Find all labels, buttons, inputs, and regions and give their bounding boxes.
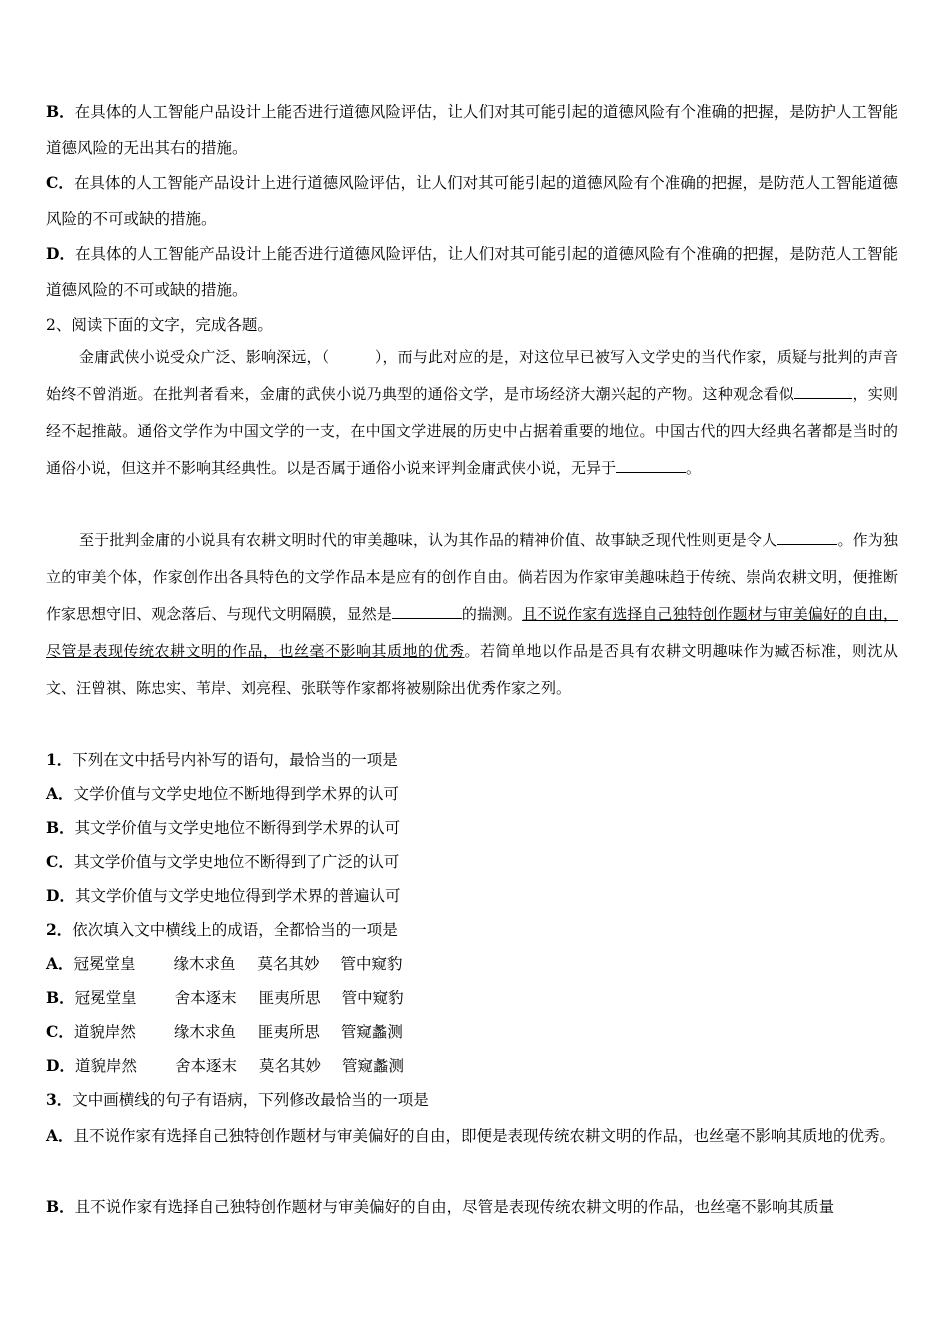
question-text: 下列在文中括号内补写的语句，最恰当的一项是 xyxy=(72,751,398,769)
passage-text: 。 xyxy=(686,459,702,477)
option-label: A． xyxy=(46,1126,74,1145)
option-text: 在具体的人工智能产品设计上进行道德风险评估，让人们对其可能引起的道德风险有个准确的把握，是防范人工智能道德风险的不可或缺的措施。 xyxy=(46,174,898,228)
prev-option-d xyxy=(46,236,898,308)
question-number: 3． xyxy=(46,1090,73,1109)
passage-text: ，实则经不起推敲。通俗文学作为中国文学的一支，在中国文学进展的历史中占据着重要的地位。中国古代的四大经典名著都是当时的通俗小说，但这并不影响其经典性。以是否属于通俗小说来评判金庸武侠小说，无异于 xyxy=(46,385,898,477)
option-text: 其文学价值与文学史地位不断得到了广泛的认可 xyxy=(73,853,400,871)
idiom: 道貌岸然 xyxy=(73,1023,136,1041)
option-label: A． xyxy=(46,784,74,803)
option-label: B． xyxy=(46,1197,75,1216)
idiom: 道貌岸然 xyxy=(74,1057,137,1075)
idiom: 莫名其妙 xyxy=(257,955,320,973)
underlined-sentence: 且不说作家有选择自己独特创作题材与审美偏好的自由，尽管是表现传统农耕文明的作品，也丝毫不影响其质地的优秀 xyxy=(46,605,898,660)
question-1-option-a xyxy=(46,776,898,812)
idiom: 匪夷所思 xyxy=(258,989,321,1007)
option-label: C． xyxy=(46,852,74,871)
option-text: 文学价值与文学史地位不断地得到学术界的认可 xyxy=(73,785,400,803)
idiom: 缘木求鱼 xyxy=(173,955,236,973)
option-label: D． xyxy=(46,1056,75,1075)
option-text: 且不说作家有选择自己独特创作题材与审美偏好的自由，尽管是表现传统农耕文明的作品，也丝毫不影响其质量 xyxy=(74,1198,835,1216)
prev-option-b xyxy=(46,94,898,166)
passage-text: 的揣测。 xyxy=(461,605,523,623)
option-label: A． xyxy=(46,954,74,973)
question-1-option-b xyxy=(46,810,898,846)
question-1-stem xyxy=(46,742,898,778)
passage-paragraph-2 xyxy=(46,522,898,707)
option-text: 其文学价值与文学史地位不断得到学术界的认可 xyxy=(74,819,401,837)
question-number: 2． xyxy=(46,920,73,939)
question-2-option-d xyxy=(46,1048,898,1084)
idiom: 舍本逐末 xyxy=(174,989,237,1007)
idiom: 管中窥豹 xyxy=(341,989,404,1007)
idiom: 舍本逐末 xyxy=(174,1057,237,1075)
fill-blank xyxy=(392,603,462,619)
question-1-option-d xyxy=(46,878,898,914)
passage-paragraph-1 xyxy=(46,339,898,487)
question-3-option-b xyxy=(46,1189,898,1225)
question-2-stem xyxy=(46,912,898,948)
question-3-stem xyxy=(46,1082,898,1118)
question-2-option-a xyxy=(46,946,898,982)
idiom: 管中窥豹 xyxy=(340,955,403,973)
idiom: 冠冕堂皇 xyxy=(73,955,136,973)
option-text: 在具体的人工智能产品设计上能否进行道德风险评估，让人们对其可能引起的道德风险有个准确的把握，是防范人工智能道德风险的不可或缺的措施。 xyxy=(46,245,898,299)
idiom: 管窥蠡测 xyxy=(341,1057,404,1075)
prev-option-c xyxy=(46,165,898,237)
option-label: D． xyxy=(46,886,75,905)
option-label: B． xyxy=(46,988,75,1007)
fill-blank xyxy=(616,457,686,473)
idiom: 冠冕堂皇 xyxy=(74,989,137,1007)
option-text: 其文学价值与文学史地位得到学术界的普遍认可 xyxy=(74,887,401,905)
option-label: C． xyxy=(46,1022,74,1041)
option-text: 且不说作家有选择自己独特创作题材与审美偏好的自由，即便是表现传统农耕文明的作品，也丝毫不影响其质地的优秀。 xyxy=(73,1127,896,1145)
idiom: 管窥蠡测 xyxy=(340,1023,403,1041)
idiom: 莫名其妙 xyxy=(258,1057,321,1075)
passage-text: 至于批判金庸的小说具有农耕文明时代的审美趣味，认为其作品的精神价值、故事缺乏现代性则更是令人 xyxy=(79,531,778,549)
question-number: 1． xyxy=(46,750,73,769)
question-text: 文中画横线的句子有语病，下列修改最恰当的一项是 xyxy=(72,1091,429,1109)
idiom: 缘木求鱼 xyxy=(173,1023,236,1041)
question-2-option-b xyxy=(46,980,898,1016)
question-2-option-c xyxy=(46,1014,898,1050)
option-label: B． xyxy=(46,818,75,837)
fill-blank xyxy=(794,383,852,399)
passage-text: 。若简单地以作品是否具有农耕文明趣味作为臧否标准，则沈从文、汪曾祺、陈忠实、苇岸、刘亮程、张联等作家都将被剔除出优秀作家之列。 xyxy=(46,642,898,697)
passage-text: 金庸武侠小说受众广泛、影响深远，（ ），而与此对应的是，对这位早已被写入文学史的当代作家，质疑与批判的声音始终不曾消逝。在批判者看来，金庸的武侠小说乃典型的通俗文学，是市场经济大潮兴起的产物。这种观念看似 xyxy=(46,348,898,403)
question-text: 依次填入文中横线上的成语，全都恰当的一项是 xyxy=(72,921,398,939)
idiom: 匪夷所思 xyxy=(257,1023,320,1041)
option-text: 在具体的人工智能户品设计上能否进行道德风险评估，让人们对其可能引起的道德风险有个准确的把握，是防护人工智能道德风险的无出其右的措施。 xyxy=(46,103,898,157)
option-label: C． xyxy=(46,173,74,192)
section-title: 2、阅读下面的文字，完成各题。 xyxy=(46,316,273,334)
option-label: D． xyxy=(46,244,75,263)
fill-blank xyxy=(777,529,837,545)
question-3-option-a xyxy=(46,1118,898,1154)
question-1-option-c xyxy=(46,844,898,880)
passage-text: 。作为独立的审美个体，作家创作出各具特色的文学作品本是应有的创作自由。倘若因为作家审美趣味趋于传统、崇尚农耕文明，便推断作家思想守旧、观念落后、与现代文明隔膜，显然是 xyxy=(46,531,898,623)
option-label: B． xyxy=(46,102,75,121)
